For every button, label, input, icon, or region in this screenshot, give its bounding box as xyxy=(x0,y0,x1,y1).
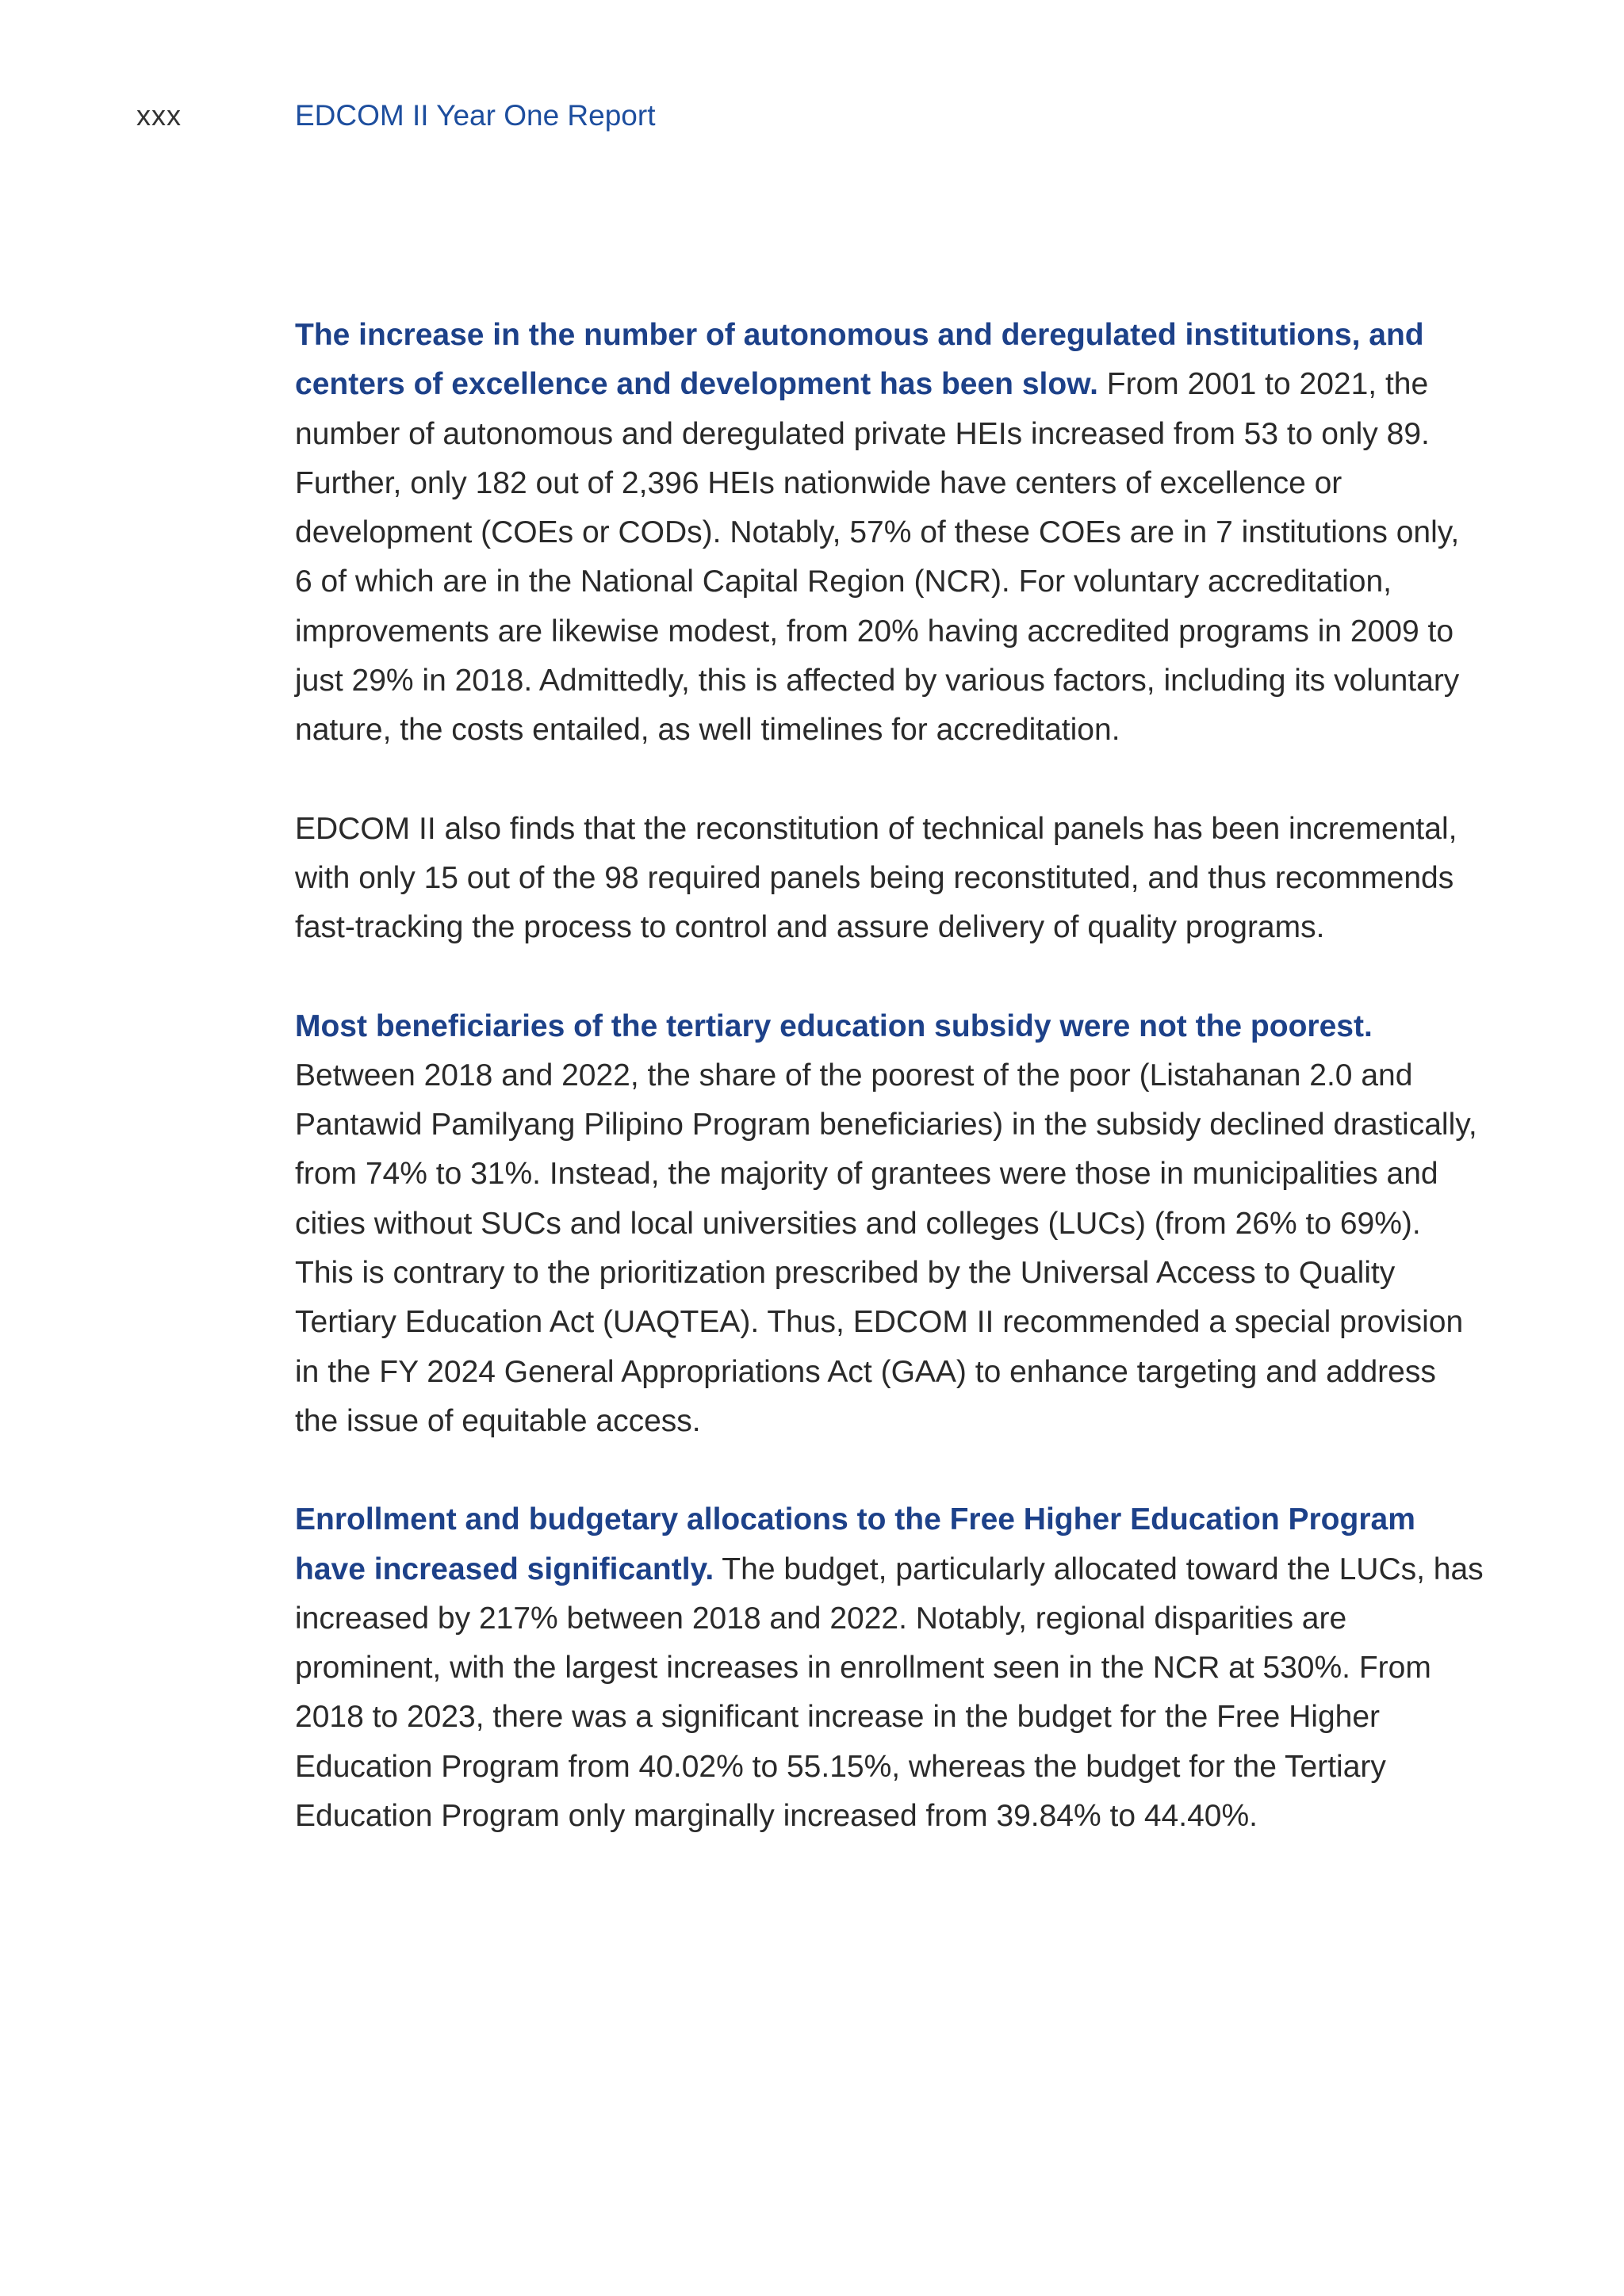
document-body xyxy=(295,311,1484,1890)
paragraph-tertiary-subsidy xyxy=(295,1002,1484,1447)
paragraph-lead: Enrollment and budgetary allocations to the Free Higher Education Program have increased significantly. xyxy=(295,1502,1415,1586)
paragraph-lead: The increase in the number of autonomous and deregulated institutions, and centers of excellence and development has been slow. xyxy=(295,318,1424,402)
paragraph-text: The budget, particularly allocated toward the LUCs, has increased by 217% between 2018 and 2022. Notably, regional disparities are prominent, with the largest increases in enrollment seen in the NCR at 530%. From 2018 to 2023, there was a significant increase in the budget for the Free Higher Education Program from 40.02% to 55.15%, whereas the budget for the Tertiary Education Program only marginally increased from 39.84% to 44.40%. xyxy=(295,1552,1484,1834)
page-number: xxx xyxy=(136,99,182,132)
paragraph-free-higher-education xyxy=(295,1495,1484,1841)
paragraph-autonomous-institutions xyxy=(295,311,1484,756)
paragraph-technical-panels xyxy=(295,805,1484,953)
paragraph-lead: Most beneficiaries of the tertiary education subsidy were not the poorest. xyxy=(295,1008,1373,1043)
paragraph-text: Between 2018 and 2022, the share of the poorest of the poor (Listahanan 2.0 and Pantawid Pamilyang Pilipino Program beneficiaries) in the subsidy declined drastically, from 74% to 31%. Instead, the majority of grantees were those in municipalities and cities without SUCs and local universities and colleges (LUCs) (from 26% to 69%). This is contrary to the prioritization prescribed by the Universal Access to Quality Tertiary Education Act (UAQTEA). Thus, EDCOM II recommended a special provision in the FY 2024 General Appropriations Act (GAA) to enhance targeting and address the issue of equitable access. xyxy=(295,1058,1477,1438)
paragraph-text: From 2001 to 2021, the number of autonomous and deregulated private HEIs increased from 53 to only 89. Further, only 182 out of 2,396 HEIs nationwide have centers of excellence or development (COEs or CODs). Notably, 57% of these COEs are in 7 institutions only, 6 of which are in the National Capital Region (NCR). For voluntary accreditation, improvements are likewise modest, from 20% having accredited programs in 2009 to just 29% in 2018. Admittedly, this is affected by various factors, including its voluntary nature, the costs entailed, as well timelines for accreditation. xyxy=(295,367,1460,748)
paragraph-text: EDCOM II also finds that the reconstitution of technical panels has been incremental, with only 15 out of the 98 required panels being reconstituted, and thus recommends fast-tracking the process to control and assure delivery of quality programs. xyxy=(295,811,1457,945)
report-title: EDCOM II Year One Report xyxy=(295,99,656,132)
